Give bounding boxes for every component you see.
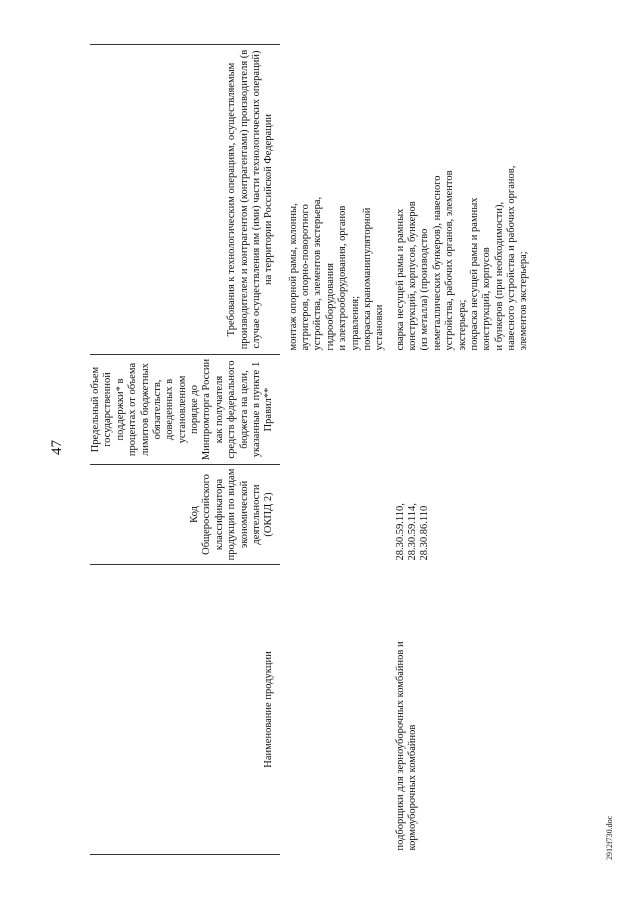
requirement-line: навесного устройства и рабочих органов, (506, 165, 517, 351)
requirement-line: покраска краноманипуляторной (361, 207, 373, 351)
requirement-line: устройства, рабочих органов, элементов (444, 170, 456, 351)
okpd-code: 28.30.86.110 (419, 505, 431, 561)
footer-filename: 2912f730.doc (605, 815, 614, 860)
header-support-limit: Предельный объем государственной поддержки* в процентах от объема лимитов бюджетных обязательств, доведенных в установленном порядке до Минпромторга России как получателя средств федерального бюджета на цели, указанные в пункте 1 Правил** (90, 355, 280, 465)
requirements-cell (387, 45, 531, 355)
okpd-codes-cell (387, 465, 531, 565)
requirement-line: аутригеров, опорно-поворотного (300, 204, 311, 351)
requirement-line: сварка несущей рамы и рамных (394, 208, 406, 351)
requirement-line: и электрооборудования, органов (337, 205, 349, 351)
requirement-line: экстерьера; (456, 299, 468, 351)
table-row (280, 45, 387, 855)
support-cell (387, 355, 531, 465)
header-requirements: Требования к технологическим операциям, осуществляемым производителем и контрагентом (контрагентами) производителя (в случае осуществления им (ими) части технологических операций) на территории Российской Федерации (90, 45, 280, 355)
requirement-line: гидрооборудования (324, 263, 336, 351)
product-name-cell: подборщики для зерноуборочных комбайнов и кормоуборочных комбайнов (394, 641, 418, 851)
requirement-line: покраска несущей рамы и рамных (468, 197, 480, 351)
okpd-code: 28.30.59.114, (407, 503, 418, 561)
requirement-line: (из металла) (производство (419, 228, 431, 351)
requirement-line: конструкций, корпусов, бункеров (407, 201, 418, 351)
requirement-line: неметаллических бункеров), навесного (431, 175, 443, 351)
requirement-line: монтаж опорной рамы, колонны, (287, 203, 299, 351)
table-header-row (90, 45, 280, 855)
support-table (90, 45, 570, 855)
requirement-line: устройства, элементов экстерьера, (312, 196, 324, 351)
requirement-line: и бункеров (при необходимости), (493, 201, 505, 351)
prev-requirements-cell (280, 45, 387, 355)
table-row (387, 45, 531, 855)
requirement-line: элементов экстерьера; (518, 251, 530, 351)
okpd-code: 28.30.59.110, (394, 503, 406, 561)
requirement-line: управления; (349, 296, 361, 351)
requirement-line: установки (374, 304, 386, 351)
page-number: 47 (49, 440, 65, 455)
header-okpd-code: Код Общероссийского классификатора продукции по видам экономической деятельности (ОКПД 2) (90, 465, 280, 565)
requirement-line: конструкций, корпусов (481, 247, 493, 351)
header-product-name: Наименование продукции (90, 565, 280, 855)
